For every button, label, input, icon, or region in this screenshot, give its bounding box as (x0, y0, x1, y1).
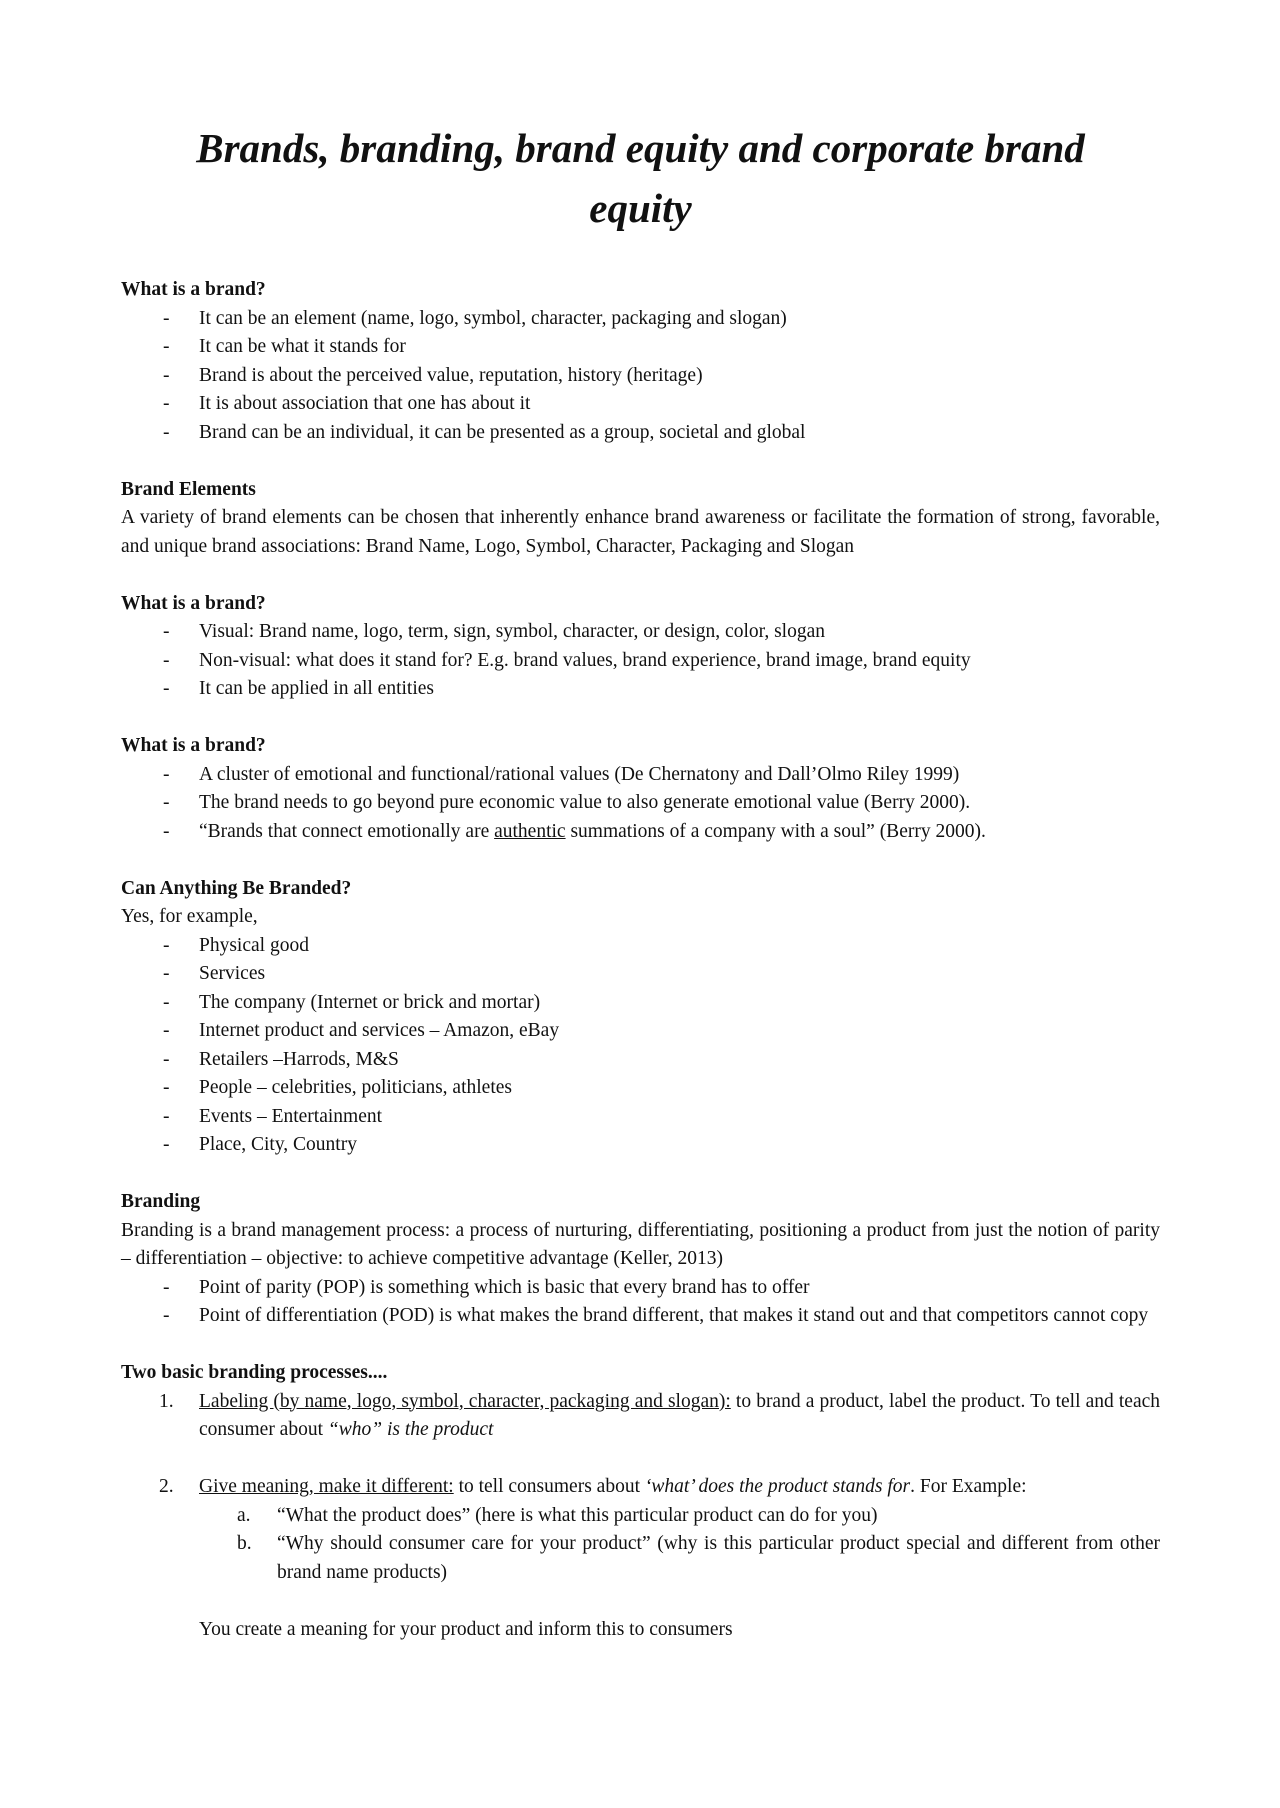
section-can-anything-be-branded (121, 875, 1160, 1160)
bullet-list (121, 618, 1160, 704)
section-heading: What is a brand? (121, 592, 266, 614)
section-branding-processes (121, 1359, 1160, 1644)
paragraph: A variety of brand elements can be chosen that inherently enhance brand awareness or facilitate the formation of strong, favorable, and unique brand associations: Brand Name, Logo, Symbol, Character, Packaging and Slogan (121, 507, 1160, 557)
list-item: - Internet product and services – Amazon, eBay (121, 1017, 1160, 1046)
section-what-is-a-brand-1 (121, 276, 1160, 447)
list-item: - Physical good (121, 932, 1160, 961)
bullet-list (121, 1274, 1160, 1331)
bullet-list (121, 305, 1160, 448)
paragraph: Branding is a brand management process: a process of nurturing, differentiating, positioning a product from just the notion of parity – differentiation – objective: to achieve competitive advantage (Keller, 2013) (121, 1219, 1160, 1269)
page-title: Brands, branding, brand equity and corporate brand equity (196, 125, 1085, 231)
item-text-end: . For Example: (910, 1476, 1027, 1497)
numbered-list (121, 1388, 1160, 1588)
list-item: - Brand is about the perceived value, reputation, history (heritage) (121, 362, 1160, 391)
italic-text: “who” is the product (327, 1419, 494, 1440)
list-item (121, 1388, 1160, 1445)
list-number: 1. (159, 1390, 174, 1412)
item-text: to brand a product, label the product. To tell and teach consumer about (199, 1390, 1161, 1440)
underlined-text: Labeling (by name, logo, symbol, character, packaging and slogan): (199, 1390, 731, 1412)
list-item: - Place, City, Country (121, 1131, 1160, 1160)
italic-text: ‘what’ does the product stands for (644, 1476, 911, 1497)
list-item (121, 818, 1160, 847)
quote-end: summations of a company with a soul” (Berry 2000). (565, 820, 986, 842)
paragraph: Yes, for example, (121, 906, 258, 927)
list-item: - Retailers –Harrods, M&S (121, 1046, 1160, 1075)
list-item: - It can be what it stands for (121, 333, 1160, 362)
underlined-word: authentic (494, 820, 566, 842)
sub-list (199, 1502, 1160, 1588)
underlined-text: Give meaning, make it different: (199, 1476, 454, 1497)
list-item: - It is about association that one has about it (121, 390, 1160, 419)
sub-list-item (199, 1502, 1160, 1531)
list-letter: a. (237, 1504, 251, 1526)
sub-list-item (199, 1530, 1160, 1587)
section-heading: Branding (121, 1191, 201, 1212)
list-item: - It can be an element (name, logo, symbol, character, packaging and slogan) (121, 305, 1160, 334)
item-text: to tell consumers about (453, 1476, 645, 1497)
section-heading: Can Anything Be Branded? (121, 877, 352, 899)
list-item: - A cluster of emotional and functional/rational values (De Chernatony and Dall’Olmo Riley 1999) (121, 761, 1160, 790)
bullet-list (121, 932, 1160, 1160)
list-item (121, 1473, 1160, 1587)
list-item: - Non-visual: what does it stand for? E.g. brand values, brand experience, brand image, brand equity (121, 647, 1160, 676)
section-what-is-a-brand-3 (121, 732, 1160, 846)
section-brand-elements (121, 476, 1160, 562)
spacer (121, 1445, 1160, 1474)
list-item: - Point of differentiation (POD) is what makes the brand different, that makes it stand out and that competitors cannot copy (121, 1302, 1160, 1331)
list-item: - Point of parity (POP) is something which is basic that every brand has to offer (121, 1274, 1160, 1303)
section-heading: What is a brand? (121, 279, 266, 300)
spacer (121, 1587, 1160, 1616)
closing-note: You create a meaning for your product and inform this to consumers (199, 1618, 733, 1640)
list-item: - Services (121, 960, 1160, 989)
sub-item-text: “Why should consumer care for your product” (why is this particular product special and different from other brand name products) (277, 1533, 1160, 1583)
section-branding (121, 1188, 1160, 1331)
list-item: - People – celebrities, politicians, athletes (121, 1074, 1160, 1103)
list-item: - Brand can be an individual, it can be presented as a group, societal and global (121, 419, 1160, 448)
list-number: 2. (159, 1476, 174, 1497)
section-heading: What is a brand? (121, 735, 266, 756)
section-heading: Two basic branding processes.... (121, 1362, 388, 1383)
list-item: - The company (Internet or brick and mortar) (121, 989, 1160, 1018)
list-item: - It can be applied in all entities (121, 675, 1160, 704)
section-what-is-a-brand-2 (121, 590, 1160, 704)
sub-item-text: “What the product does” (here is what this particular product can do for you) (277, 1504, 878, 1526)
quote-start: “Brands that connect emotionally are (199, 820, 495, 842)
list-item: - Events – Entertainment (121, 1103, 1160, 1132)
bullet-list (121, 761, 1160, 847)
section-heading: Brand Elements (121, 478, 256, 500)
list-letter: b. (237, 1533, 252, 1554)
list-item: - The brand needs to go beyond pure economic value to also generate emotional value (Berry 2000). (121, 789, 1160, 818)
list-item: - Visual: Brand name, logo, term, sign, symbol, character, or design, color, slogan (121, 618, 1160, 647)
